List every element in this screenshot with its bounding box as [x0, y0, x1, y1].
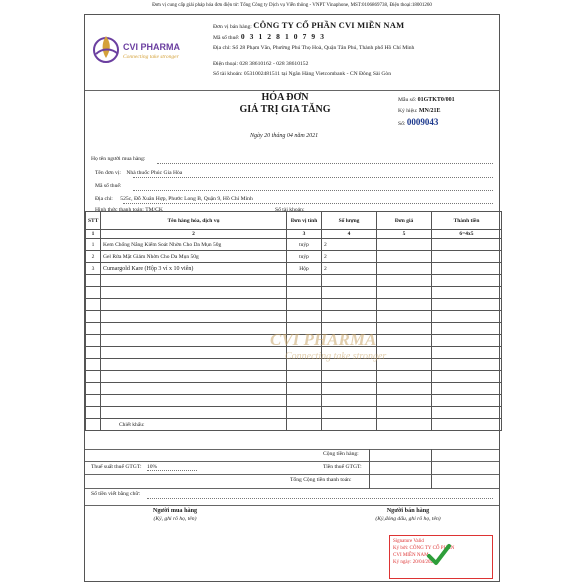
col-unit: Đơn vị tính	[287, 212, 322, 230]
table-row	[86, 371, 502, 383]
index-cell: 3	[287, 230, 322, 239]
row-price	[377, 263, 432, 275]
buyer-signature-title: Người mua hàng	[152, 507, 198, 514]
buyer-unit: Nhà thuốc Phúc Gia Hòa	[126, 170, 183, 176]
stamp-line: CVI MIỀN NAM	[393, 553, 429, 558]
seller-unit-label: Đơn vị bán hàng:	[213, 24, 252, 30]
payment-value: TM/CK	[145, 207, 163, 213]
buyer-address: 525c, Đỗ Xuân Hợp, Phước Long B, Quận 9, Hồ Chí Minh	[120, 196, 253, 202]
index-cell: 5	[377, 230, 432, 239]
buyer-account-label: Số tài khoản:	[275, 207, 305, 213]
vat-amount-label: Tiền thuế GTGT:	[323, 464, 362, 470]
index-cell: 1	[86, 230, 101, 239]
row-stt: 1	[86, 239, 101, 251]
items-table	[85, 211, 502, 431]
divider	[85, 488, 499, 489]
index-cell: 4	[322, 230, 377, 239]
col-stt: STT	[86, 212, 101, 230]
table-row	[86, 263, 502, 275]
discount-row	[86, 419, 502, 431]
divider	[85, 474, 499, 475]
form-label: Mẫu số:	[398, 97, 417, 103]
dotted-line	[133, 190, 493, 191]
buyer-name-label: Họ tên người mua hàng:	[91, 156, 146, 162]
row-qty: 2	[322, 239, 377, 251]
discount-label: Chiết khấu:	[101, 419, 287, 431]
row-price	[377, 239, 432, 251]
symbol-label: Ký hiệu:	[398, 108, 418, 114]
vat-rate-value: 10%	[147, 464, 197, 471]
table-row	[86, 407, 502, 419]
invoice-number: 0009043	[406, 117, 439, 127]
table-header-row	[86, 212, 502, 230]
stamp-line: Ký bởi: CÔNG TY CỔ PHẦN	[393, 546, 455, 551]
table-row	[86, 287, 502, 299]
row-amount	[432, 263, 502, 275]
buyer-address-label: Địa chỉ:	[95, 196, 113, 202]
provider-note: Đơn vị cung cấp giải pháp hóa đơn điện tử: Tổng Công ty Dịch vụ Viễn thông - VNPT Vinaphone, MST:0106869738, Điện thoại:18001260	[152, 3, 432, 8]
number-label: Số:	[398, 121, 406, 127]
row-amount	[432, 239, 502, 251]
amount-in-words-label: Số tiền viết bằng chữ:	[91, 491, 141, 497]
seller-company: CÔNG TY CỔ PHẦN CVI MIỀN NAM	[253, 20, 405, 30]
col-price: Đơn giá	[377, 212, 432, 230]
invoice-subtitle: GIÁ TRỊ GIA TĂNG	[239, 104, 331, 115]
buyer-tax-label: Mã số thuế:	[95, 183, 122, 189]
symbol-value: MN/21E	[418, 108, 441, 114]
table-row	[86, 239, 502, 251]
seller-account: Số tài khoản: 0531002481511 tại Ngân Hàng Vietcombank - CN Đông Sài Gòn	[213, 71, 392, 77]
table-row	[86, 383, 502, 395]
table-row	[86, 275, 502, 287]
divider	[85, 461, 499, 462]
index-cell: 6=4x5	[432, 230, 502, 239]
table-row	[86, 395, 502, 407]
row-price	[377, 251, 432, 263]
col-qty: Số lượng	[322, 212, 377, 230]
row-unit: tuýp	[287, 239, 322, 251]
vat-rate-label: Thuế suất thuế GTGT:	[91, 464, 142, 470]
divider	[85, 449, 499, 450]
form-value: 01GTKT0/001	[417, 97, 455, 103]
logo-name: CVI PHARMA	[123, 42, 181, 52]
row-name: Kem Chống Nắng Kiểm Soát Nhờn Cho Da Mụn 50g	[101, 239, 287, 251]
seller-phone: Điện thoại: 028 38610162 - 028 38610152	[213, 61, 309, 67]
seller-tax-label: Mã số thuế:	[213, 35, 240, 41]
stamp-line: Signature Valid	[393, 539, 424, 544]
invoice-date: Ngày 20 tháng 04 năm 2021	[250, 133, 319, 139]
logo-tagline: Connecting take stronger	[123, 54, 179, 60]
payment-label: Hình thức thanh toán:	[95, 207, 144, 213]
company-logo	[92, 28, 202, 68]
invoice-sheet	[84, 14, 500, 582]
divider	[431, 449, 432, 489]
invoice-meta	[398, 95, 455, 130]
dotted-line	[133, 177, 493, 178]
row-stt: 2	[86, 251, 101, 263]
stamp-line: Ký ngày: 20/04/2021	[393, 560, 436, 565]
divider	[369, 449, 370, 489]
row-qty: 2	[322, 251, 377, 263]
invoice-title: HÓA ĐƠN	[261, 92, 309, 103]
row-qty: 2	[322, 263, 377, 275]
table-row	[86, 299, 502, 311]
watermark-name: CVI PHARMA	[270, 330, 377, 349]
total-label: Tổng Cộng tiền thanh toán:	[290, 477, 352, 483]
checkmark-icon	[426, 542, 452, 568]
buyer-signature-block	[85, 507, 265, 522]
col-amount: Thành tiền	[432, 212, 502, 230]
seller-signature-title: Người bán hàng	[386, 507, 430, 514]
dotted-line	[123, 203, 493, 204]
index-cell: 2	[101, 230, 287, 239]
row-amount	[432, 251, 502, 263]
table-index-row	[86, 230, 502, 239]
table-row	[86, 251, 502, 263]
row-name: Gel Rửa Mặt Giảm Nhờn Cho Da Mụn 50g	[101, 251, 287, 263]
row-unit: tuýp	[287, 251, 322, 263]
row-unit: Hộp	[287, 263, 322, 275]
table-row	[86, 311, 502, 323]
row-name: Cumargold Kare (Hộp 3 vỉ x 10 viên)	[101, 263, 287, 275]
seller-tax-code: 0 3 1 2 8 1 0 7 9 3	[240, 32, 326, 41]
seller-signature-block	[315, 507, 501, 522]
watermark-tagline: Connecting take stronger	[285, 351, 387, 362]
col-name: Tên hàng hóa, dịch vụ	[101, 212, 287, 230]
buyer-signature-note: (Ký, ghi rõ họ, tên)	[153, 516, 197, 522]
digital-signature-stamp	[389, 535, 493, 579]
row-stt: 3	[86, 263, 101, 275]
dotted-line	[147, 498, 493, 499]
seller-signature-note: (Ký,đóng dấu, ghi rõ họ, tên)	[375, 516, 441, 522]
dotted-line	[157, 163, 493, 164]
divider	[85, 505, 499, 506]
buyer-unit-label: Tên đơn vị:	[95, 170, 121, 176]
seller-info	[213, 20, 503, 79]
divider	[85, 90, 499, 91]
subtotal-label: Cộng tiền hàng:	[323, 451, 359, 457]
seller-address: Địa chỉ: Số 28 Phạm Văn, Phường Phú Thọ Hoà, Quận Tân Phú, Thành phố Hồ Chí Minh	[213, 45, 415, 51]
